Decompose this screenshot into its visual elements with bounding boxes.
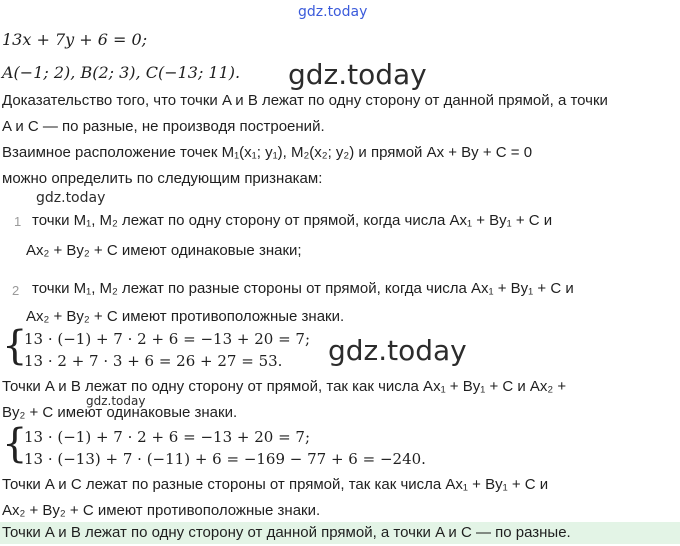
system-1-line-1: 13 · (−1) + 7 · 2 + 6 = −13 + 20 = 7;: [24, 330, 311, 348]
watermark-large-1: gdz.today: [288, 58, 427, 91]
rule-2-number: 2: [12, 283, 20, 298]
equation: 13x + 7y + 6 = 0;: [2, 30, 148, 49]
answer: Точки A и B лежат по одну сторону от данной прямой, а точки A и C — по разные.: [2, 524, 571, 541]
system-2-line-2: 13 · (−13) + 7 · (−11) + 6 = −169 − 77 + 6 = −240.: [24, 450, 426, 468]
rule-1-number: 1: [14, 214, 22, 229]
watermark-small-2: gdz.today: [86, 394, 146, 408]
task-line-1: Доказательство того, что точки A и B лежат по одну сторону от данной прямой, а точки: [2, 92, 608, 109]
conclusion-1-line-2: By₂ + C имеют одинаковые знаки.: [2, 404, 238, 421]
conclusion-2-line-1: Точки A и C лежат по разные стороны от прямой, так как числа Ax₁ + By₁ + C и: [2, 476, 549, 493]
conclusion-2-line-2: Ax₂ + By₂ + C имеют противоположные знаки.: [2, 502, 321, 519]
system-1-line-2: 13 · 2 + 7 · 3 + 6 = 26 + 27 = 53.: [24, 352, 283, 370]
system-2-brace: {: [2, 421, 28, 467]
rule-1-line-1: точки M₁, M₂ лежат по одну сторону от прямой, когда числа Ax₁ + By₁ + C и: [32, 212, 553, 229]
watermark-large-2: gdz.today: [328, 334, 467, 367]
task-line-2: A и C — по разные, не производя построений.: [2, 118, 325, 135]
rule-1-line-2: Ax₂ + By₂ + C имеют одинаковые знаки;: [26, 242, 302, 259]
watermark-small-1: gdz.today: [36, 190, 106, 206]
system-2-line-1: 13 · (−1) + 7 · 2 + 6 = −13 + 20 = 7;: [24, 428, 311, 446]
intro-line-2: можно определить по следующим признакам:: [2, 170, 323, 187]
points: A(−1; 2), B(2; 3), C(−13; 11).: [2, 63, 241, 82]
system-1-brace: {: [2, 323, 28, 369]
rule-2-line-1: точки M₁, M₂ лежат по разные стороны от прямой, когда числа Ax₁ + By₁ + C и: [32, 280, 574, 297]
intro-line-1: Взаимное расположение точек M₁(x₁; y₁), M₂(x₂; y₂) и прямой Ax + By + C = 0: [2, 144, 533, 161]
conclusion-1-line-1: Точки A и B лежат по одну сторону от прямой, так как числа Ax₁ + By₁ + C и Ax₂ +: [2, 378, 567, 395]
rule-2-line-2: Ax₂ + By₂ + C имеют противоположные знаки.: [26, 308, 345, 325]
watermark-top: gdz.today: [298, 4, 368, 20]
